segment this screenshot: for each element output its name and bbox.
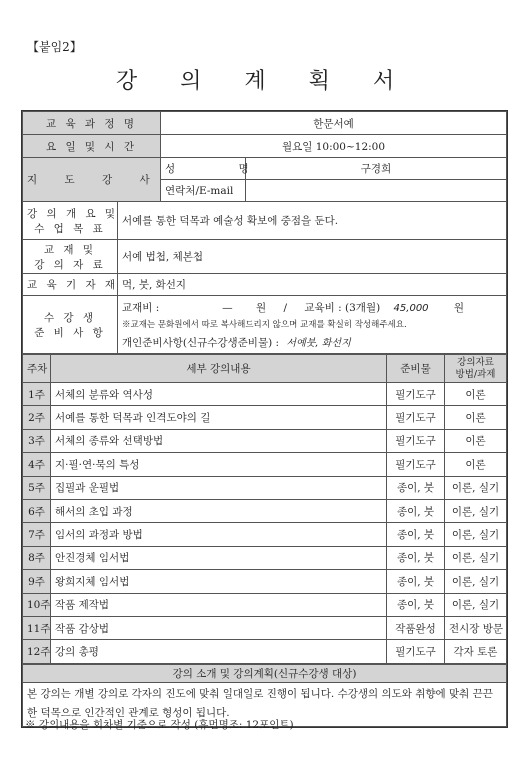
table-row: [23, 570, 507, 593]
prep-label-line2: 준 비 사 항: [34, 326, 106, 339]
week-cell: 12주: [23, 640, 51, 663]
content-cell: 임서의 과정과 방법: [51, 523, 387, 546]
content-header: 세부 강의내용: [51, 355, 387, 383]
table-row: [23, 383, 507, 406]
method-header: [445, 355, 507, 383]
goal-label: [23, 202, 118, 240]
contact-value: [246, 180, 507, 202]
method-cell: 이론, 실기: [445, 523, 507, 546]
prep-note: ※교재는 문화원에서 따로 복사해드리지 않으며 교재를 확실히 작성해주세요.: [122, 319, 407, 330]
week-cell: 7주: [23, 523, 51, 546]
method-cell: 전시장 방문: [445, 616, 507, 639]
tuition-label: 교육비 : (3개월): [304, 301, 381, 314]
table-row: [23, 593, 507, 616]
content-cell: 서체의 종류와 선택방법: [51, 429, 387, 452]
goal-label-line1: 강 의 개 요 및: [27, 207, 119, 220]
method-cell: 이론, 실기: [445, 570, 507, 593]
week-cell: 10주: [23, 593, 51, 616]
content-cell: 서예를 통한 덕목과 인격도야의 길: [51, 406, 387, 429]
method-header-line1: 강의자료: [457, 356, 494, 368]
table-row: [23, 476, 507, 499]
method-cell: 이론, 실기: [445, 593, 507, 616]
week-cell: 6주: [23, 499, 51, 522]
prep-label-line1: 수 강 생: [43, 311, 97, 324]
content-cell: 집필과 운필법: [51, 476, 387, 499]
won-label-1: 원: [256, 301, 267, 314]
materials-cell: 작품완성: [387, 616, 445, 639]
textbook-fee-value: —: [222, 301, 233, 314]
equipment-label: 교 육 기 자 재: [23, 274, 118, 296]
goal-label-line2: 수 업 목 표: [34, 222, 106, 235]
week-cell: 3주: [23, 429, 51, 452]
content-cell: 지·필·연·묵의 특성: [51, 453, 387, 476]
materials-header: 준비물: [387, 355, 445, 383]
materials-cell: 필기도구: [387, 429, 445, 452]
personal-line: [122, 334, 502, 350]
time-value: 월요일 10:00~12:00: [161, 135, 507, 158]
method-cell: 이론: [445, 406, 507, 429]
content-cell: 왕희지체 임서법: [51, 570, 387, 593]
tuition-value: 45,000: [393, 302, 429, 314]
personal-label: 개인준비사항(신규수강생준비물) :: [122, 336, 280, 349]
name-value: 구경희: [246, 158, 507, 180]
method-cell: 이론, 실기: [445, 499, 507, 522]
prep-label: [23, 296, 118, 354]
table-row: [23, 546, 507, 569]
footer-note: ※ 강의내용을 회차별 기준으로 작성 (휴먼명조: 12포인트): [25, 719, 294, 731]
week-cell: 4주: [23, 453, 51, 476]
materials-cell: 필기도구: [387, 453, 445, 476]
content-cell: 안진경체 임서법: [51, 546, 387, 569]
personal-value: 서예붓, 화선지: [286, 337, 351, 349]
table-row: [23, 523, 507, 546]
method-cell: 이론: [445, 383, 507, 406]
week-header: 주차: [23, 355, 51, 383]
method-cell: 이론: [445, 429, 507, 452]
week-cell: 1주: [23, 383, 51, 406]
content-cell: 작품 감상법: [51, 616, 387, 639]
materials-cell: 필기도구: [387, 406, 445, 429]
materials-cell: 종이, 붓: [387, 546, 445, 569]
time-label: 요 일 및 시 간: [23, 135, 161, 158]
table-row: [23, 640, 507, 663]
schedule-table: [22, 354, 507, 664]
textbook-fee-label: 교재비 :: [122, 301, 160, 314]
course-value: 한문서예: [161, 112, 507, 135]
week-cell: 9주: [23, 570, 51, 593]
content-cell: 서체의 분류와 역사성: [51, 383, 387, 406]
method-cell: 이론: [445, 453, 507, 476]
slash-separator: /: [283, 301, 288, 314]
week-cell: 2주: [23, 406, 51, 429]
week-cell: 8주: [23, 546, 51, 569]
content-cell: 강의 총평: [51, 640, 387, 663]
week-cell: 5주: [23, 476, 51, 499]
table-row: [23, 499, 507, 522]
materials-cell: 종이, 붓: [387, 476, 445, 499]
week-cell: 11주: [23, 616, 51, 639]
content-cell: 작품 제작법: [51, 593, 387, 616]
materials-cell: 종이, 붓: [387, 523, 445, 546]
table-row: [23, 406, 507, 429]
schedule-body: [23, 383, 507, 664]
contact-label: 연락처/E-mail: [161, 180, 246, 202]
method-cell: 각자 토론: [445, 640, 507, 663]
materials-cell: 필기도구: [387, 383, 445, 406]
table-row: [23, 616, 507, 639]
content-cell: 해서의 초입 과정: [51, 499, 387, 522]
course-label: 교 육 과 정 명: [23, 112, 161, 135]
prep-value: [118, 296, 507, 354]
info-table: [22, 111, 507, 354]
equipment-value: 먹, 붓, 화선지: [118, 274, 507, 296]
method-header-line2: 방법/과제: [455, 368, 496, 380]
instructor-label: 지 도 강 사: [23, 158, 161, 202]
goal-value: 서예를 통한 덕목과 예술성 확보에 중점을 둔다.: [118, 202, 507, 240]
material-label-line1: 교 재 및: [43, 243, 97, 256]
materials-cell: 종이, 붓: [387, 499, 445, 522]
name-label: 성 명: [161, 158, 246, 180]
document-title: 강 의 계 획 서: [115, 69, 413, 94]
materials-cell: 종이, 붓: [387, 570, 445, 593]
materials-cell: 종이, 붓: [387, 593, 445, 616]
attachment-label: 【붙임2】: [27, 40, 82, 54]
won-label-2: 원: [453, 301, 465, 314]
material-value: 서예 법첩, 체본첩: [118, 240, 507, 274]
fee-line: [122, 300, 502, 318]
table-row: [23, 453, 507, 476]
intro-header: 강의 소개 및 강의계획(신규수강생 대상): [23, 664, 507, 682]
method-cell: 이론, 실기: [445, 476, 507, 499]
method-cell: 이론, 실기: [445, 546, 507, 569]
table-row: [23, 429, 507, 452]
lecture-plan-form: [21, 110, 508, 728]
material-label-line2: 강 의 자 료: [34, 258, 106, 271]
material-label: [23, 240, 118, 274]
materials-cell: 필기도구: [387, 640, 445, 663]
intro-body: 본 강의는 개별 강의로 각자의 진도에 맞춰 일대일로 진행이 됩니다. 수강생의 의도와 취향에 맞춰 끈끈한 덕목으로 인간적인 관계로 형성이 됩니다.: [23, 682, 507, 726]
